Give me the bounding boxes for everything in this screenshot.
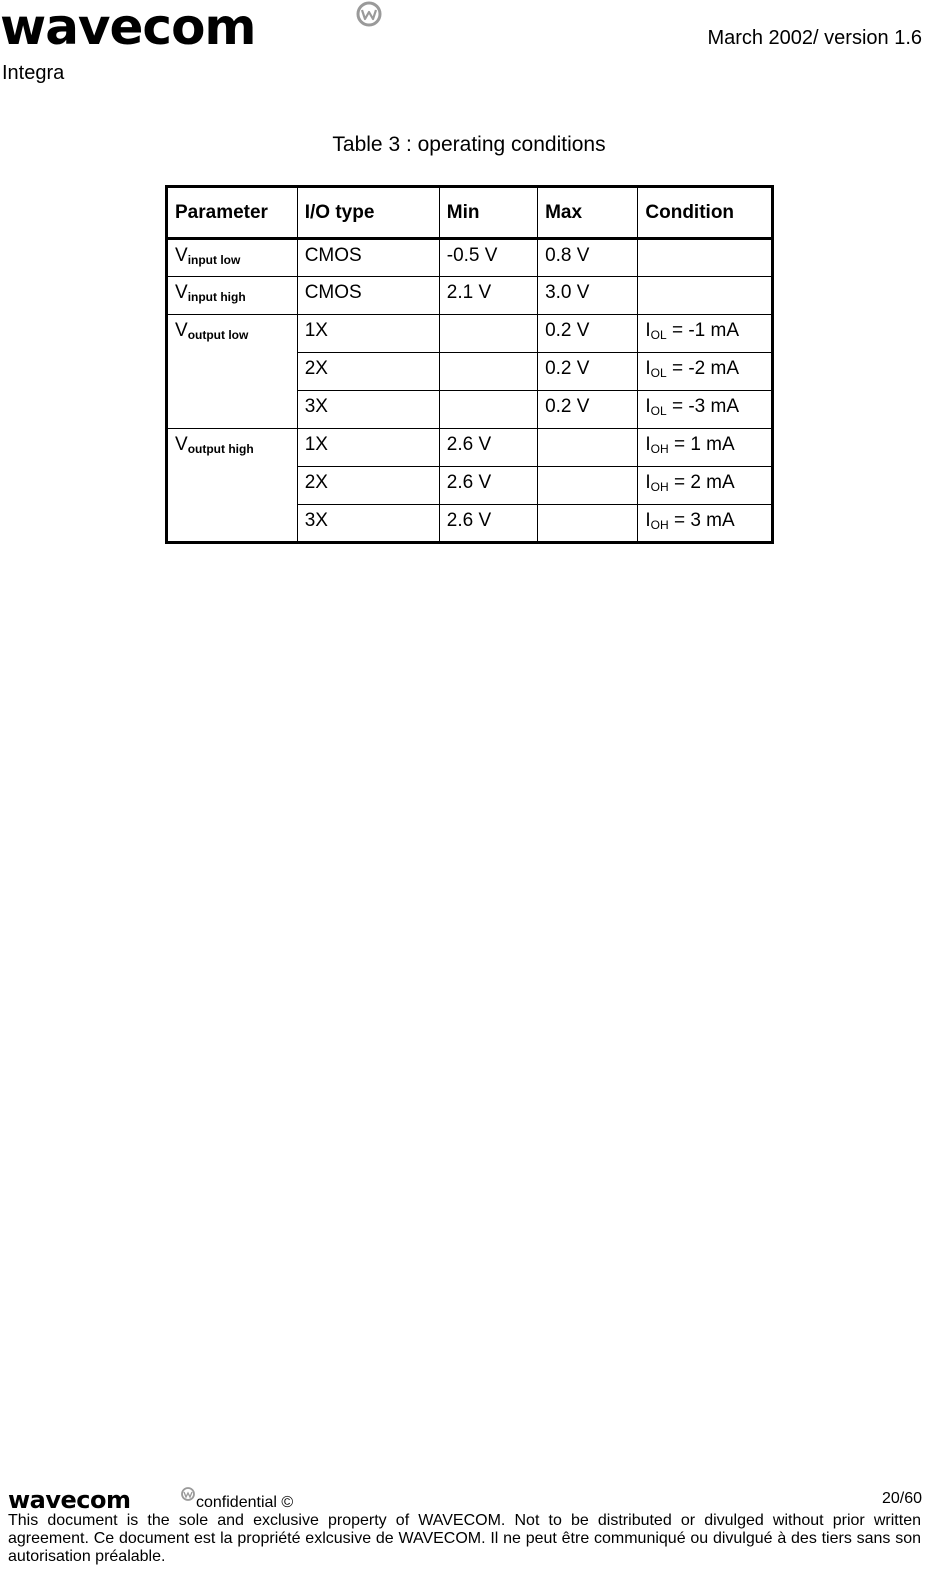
table-row — [167, 315, 773, 353]
condition-cell: $I_{OH} = 2$ mA — [638, 467, 773, 505]
condition-cell: $I_{OL} = -1$ mA — [638, 315, 773, 353]
min-cell: 2.6 V — [439, 429, 537, 467]
io-type-cell: 2X — [297, 353, 439, 391]
parameter-cell: $V_{input low}$ — [167, 239, 298, 277]
legal-notice: This document is the sole and exclusive property of WAVECOM. Not to be distributed or divulged without prior written agreement. Ce document est la propriété exlcusive de WAVECOM. Il ne peut être communiqué ou divulgué à des tiers sans son autorisation préalable. — [8, 1512, 921, 1565]
condition-cell — [638, 277, 773, 315]
max-cell: 0.2 V — [538, 391, 638, 429]
max-cell: 3.0 V — [538, 277, 638, 315]
parameter-cell: $V_{output high}$ — [167, 429, 298, 543]
confidential-label: confidential © — [196, 1494, 294, 1511]
min-cell: 2.1 V — [439, 277, 537, 315]
parameter-cell: $V_{output low}$ — [167, 315, 298, 429]
max-cell: 0.2 V — [538, 315, 638, 353]
column-header-condition: Condition — [638, 187, 773, 239]
document-date-version: March 2002/ version 1.6 — [707, 27, 922, 49]
page-number: 20/60 — [881, 1490, 922, 1507]
condition-cell: $I_{OH} = 3$ mA — [638, 505, 773, 543]
min-cell: 2.6 V — [439, 505, 537, 543]
max-cell — [538, 467, 638, 505]
min-cell: 2.6 V — [439, 467, 537, 505]
io-type-cell: 1X — [297, 315, 439, 353]
max-cell — [538, 505, 638, 543]
footer-wavecom-logo — [8, 1486, 198, 1512]
table-row — [167, 239, 773, 277]
table-row — [167, 429, 773, 467]
io-type-cell: CMOS — [297, 239, 439, 277]
max-cell: 0.2 V — [538, 353, 638, 391]
io-type-cell: 2X — [297, 467, 439, 505]
logo-wordmark: wavecom — [0, 0, 256, 52]
io-type-cell: CMOS — [297, 277, 439, 315]
max-cell: 0.8 V — [538, 239, 638, 277]
column-header-parameter: Parameter — [167, 187, 298, 239]
footer-logo-wordmark: wavecom — [8, 1486, 131, 1512]
io-type-cell: 3X — [297, 505, 439, 543]
min-cell — [439, 391, 537, 429]
table-caption: Table 3 : operating conditions — [332, 133, 606, 156]
operating-conditions-table — [165, 185, 774, 544]
condition-cell: $I_{OL} = -3$ mA — [638, 391, 773, 429]
io-type-cell: 1X — [297, 429, 439, 467]
min-cell — [439, 315, 537, 353]
table-row — [167, 277, 773, 315]
column-header-min: Min — [439, 187, 537, 239]
condition-cell: $I_{OH} = 1$ mA — [638, 429, 773, 467]
wavecom-logo — [0, 0, 390, 52]
io-type-cell: 3X — [297, 391, 439, 429]
condition-cell: $I_{OL} = -2$ mA — [638, 353, 773, 391]
max-cell — [538, 429, 638, 467]
min-cell — [439, 353, 537, 391]
condition-cell — [638, 239, 773, 277]
min-cell: -0.5 V — [439, 239, 537, 277]
table-header-row — [167, 187, 773, 239]
column-header-io-type: I/O type — [297, 187, 439, 239]
parameter-cell: $V_{input high}$ — [167, 277, 298, 315]
column-header-max: Max — [538, 187, 638, 239]
document-subtitle: Integra — [2, 62, 65, 84]
